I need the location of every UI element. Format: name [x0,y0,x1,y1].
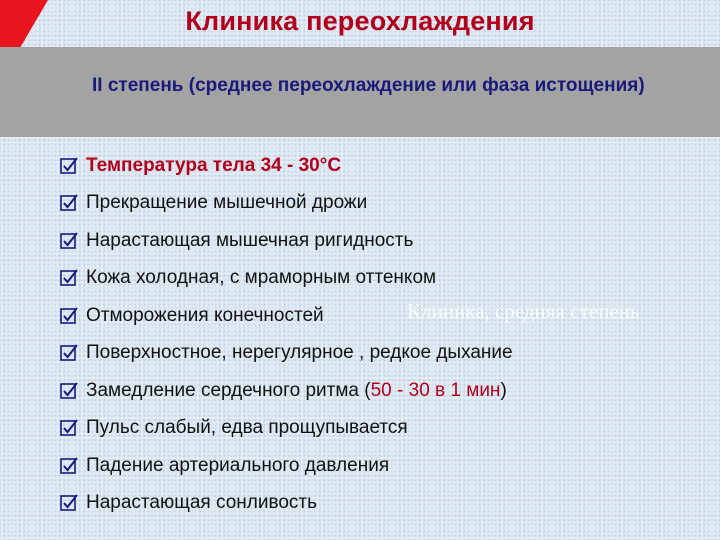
list-item-text: Кожа холодная, с мраморным оттенком [86,267,437,289]
list-item [60,260,720,298]
subtitle-band [0,47,720,137]
list-item-text: Прекращение мышечной дрожи [86,192,368,214]
list-item-text: Пульс слабый, едва прощупывается [86,417,408,439]
checkbox-checked-icon [60,494,78,512]
heart-rate-value: 50 - 30 в 1 мин [370,379,501,401]
list-item-text: Температура тела 34 - 30°C [86,154,342,176]
list-item [60,447,720,485]
list-item-text: Поверхностное, нерегулярное , редкое дыхание [86,342,513,364]
slide-title: Клиника переохлаждения [185,6,535,36]
checkbox-checked-icon [60,382,78,400]
checkbox-checked-icon [60,344,78,362]
checkbox-checked-icon [60,419,78,437]
subtitle-text: II степень (среднее переохлаждение или фаза истощения) [92,75,645,96]
checkbox-checked-icon [60,194,78,212]
list-item [60,485,720,523]
heart-rate-suffix: ) [500,379,507,401]
checkbox-checked-icon [60,457,78,475]
checkbox-checked-icon [60,307,78,325]
list-item [60,372,720,410]
list-item-text: Нарастающая сонливость [86,492,318,514]
checkbox-checked-icon [60,232,78,250]
watermark-text: Клиника, средняя степень [407,299,640,323]
checkbox-checked-icon [60,269,78,287]
list-item [60,185,720,223]
list-item-text: Отморожения конечностей [86,304,324,326]
list-item [60,410,720,448]
heart-rate-prefix: Замедление сердечного ритма ( [86,379,371,401]
list-item [60,335,720,373]
list-item-text: Падение артериального давления [86,454,390,476]
checkbox-checked-icon [60,157,78,175]
list-item-text: Нарастающая мышечная ригидность [86,229,414,251]
list-item [60,222,720,260]
list-item-text [86,380,507,402]
list-item [60,147,720,185]
symptom-list [60,147,720,522]
